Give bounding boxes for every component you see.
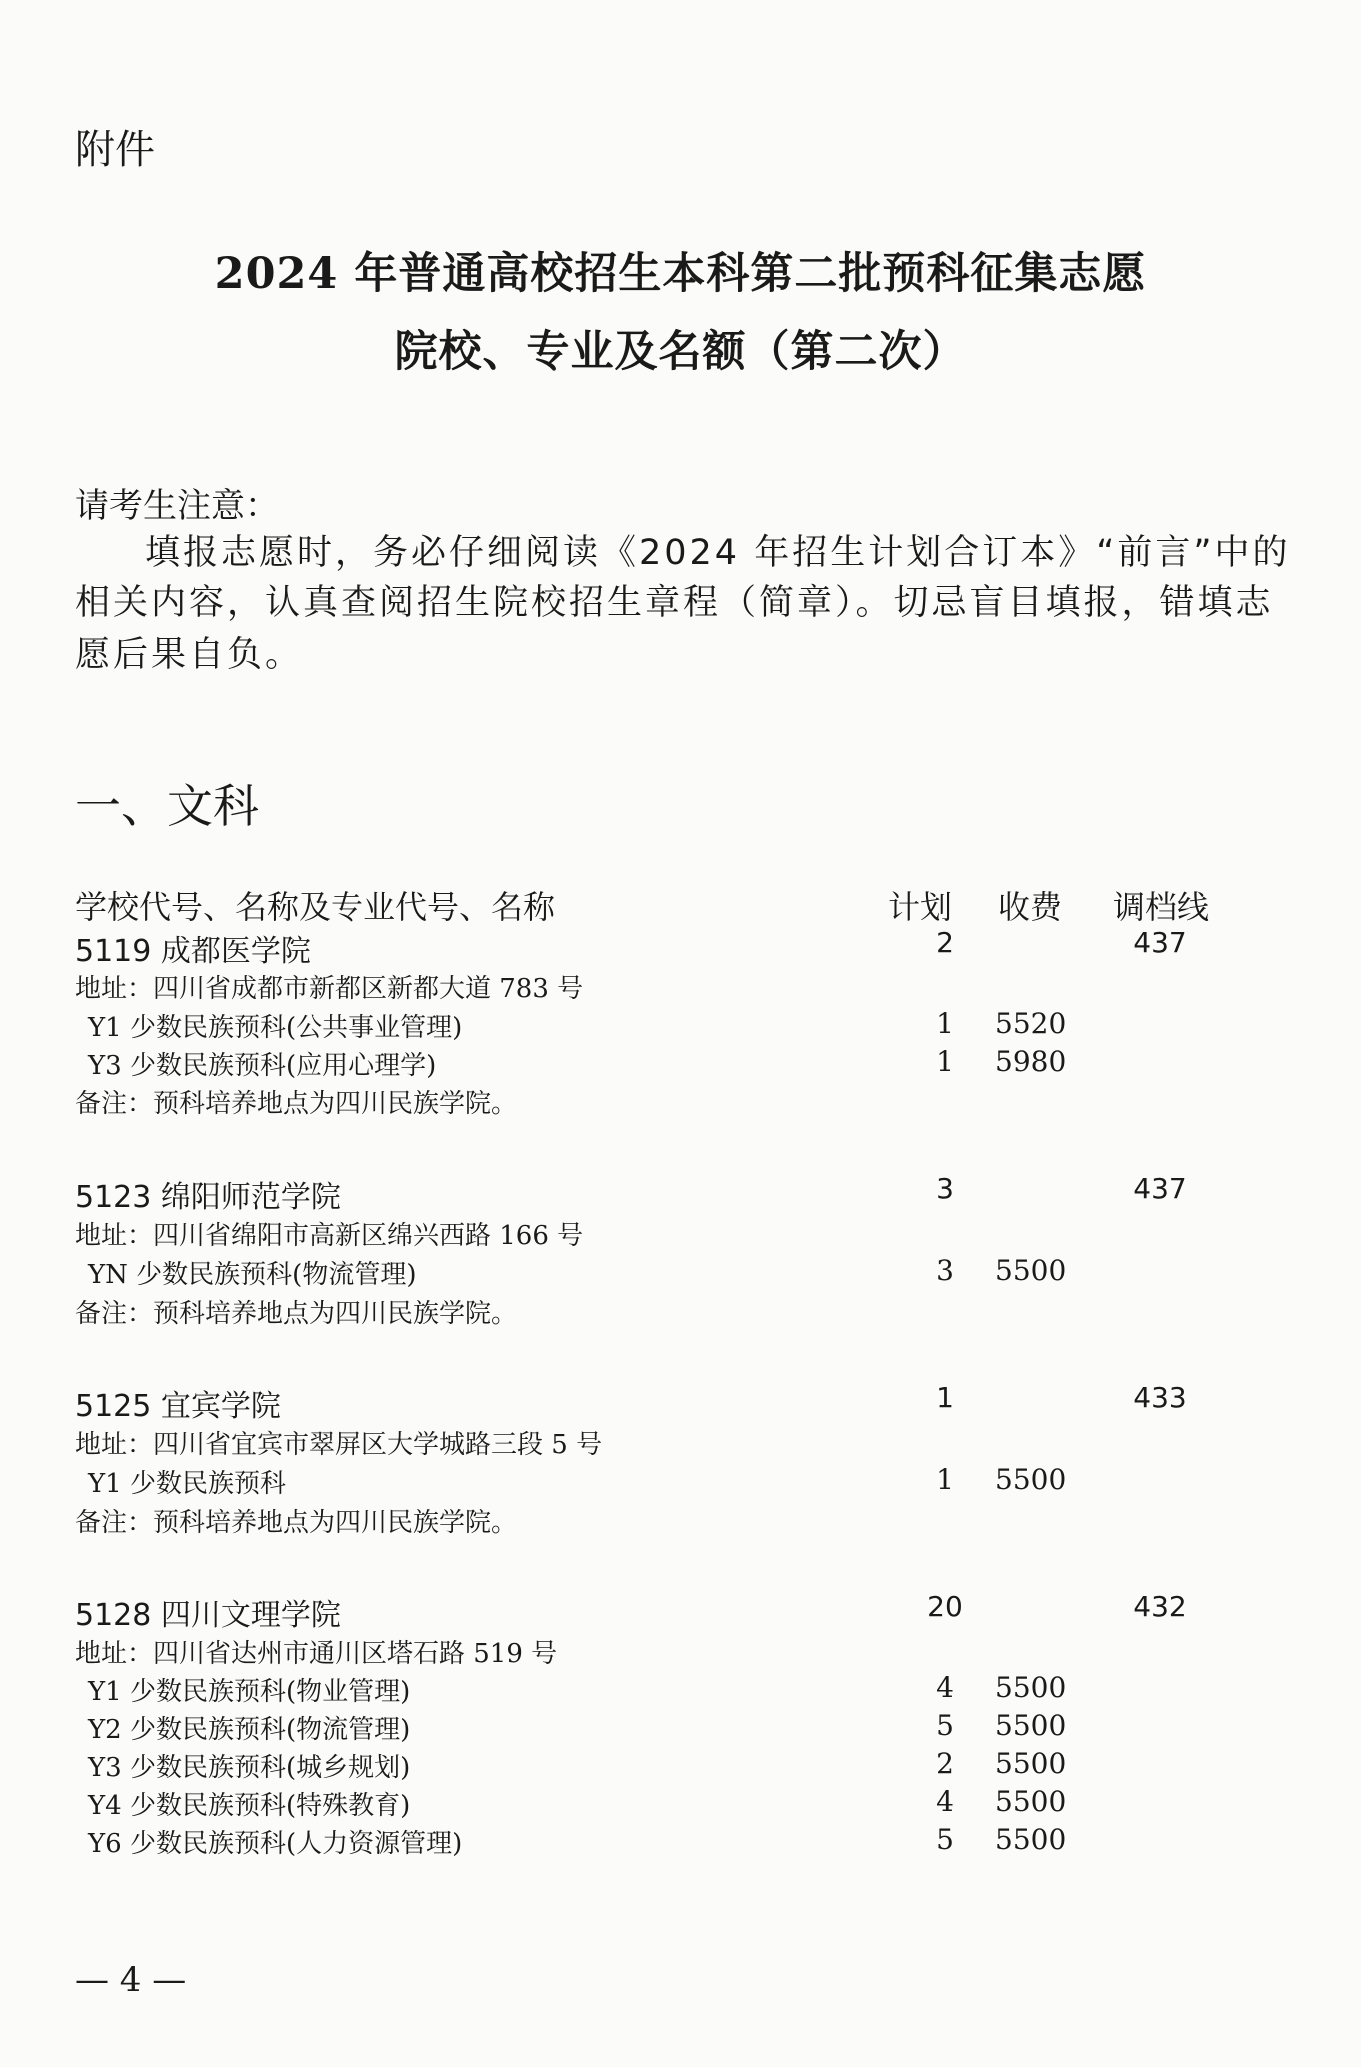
- school-name: 5125 宜宾学院: [75, 1389, 281, 1424]
- major-plan: 5: [936, 1709, 954, 1742]
- school-address: 地址：四川省宜宾市翠屏区大学城路三段 5 号: [75, 1430, 603, 1460]
- major-name: Y3 少数民族预科(城乡规划): [88, 1753, 411, 1783]
- school-plan: 2: [936, 926, 954, 959]
- major-fee: 5500: [995, 1785, 1067, 1818]
- notice-line: 愿后果自负。: [75, 635, 304, 675]
- major-name: YN 少数民族预科(物流管理): [88, 1260, 417, 1290]
- major-fee: 5500: [995, 1254, 1067, 1287]
- major-plan: 5: [936, 1823, 954, 1856]
- school-note: 备注：预科培养地点为四川民族学院。: [75, 1508, 518, 1538]
- school-plan: 3: [936, 1172, 954, 1205]
- document-title-line2: 院校、专业及名额（第二次）: [394, 327, 967, 377]
- school-line: 433: [1133, 1381, 1187, 1414]
- major-fee: 5500: [995, 1823, 1067, 1856]
- major-name: Y6 少数民族预科(人力资源管理): [88, 1829, 463, 1859]
- major-plan: 4: [936, 1671, 954, 1704]
- major-fee: 5520: [995, 1007, 1067, 1040]
- major-fee: 5500: [995, 1709, 1067, 1742]
- major-name: Y2 少数民族预科(物流管理): [88, 1715, 411, 1745]
- column-header-name: 学校代号、名称及专业代号、名称: [75, 888, 556, 926]
- school-plan: 20: [927, 1590, 963, 1623]
- page-number: — 4 —: [75, 1960, 187, 2000]
- major-plan: 4: [936, 1785, 954, 1818]
- column-header-fee: 收费: [998, 888, 1063, 926]
- document-title-line1: 2024 年普通高校招生本科第二批预科征集志愿: [214, 249, 1147, 299]
- major-fee: 5500: [995, 1463, 1067, 1496]
- notice-line: 相关内容，认真查阅招生院校招生章程（简章）。切忌盲目填报，错填志: [75, 583, 1274, 623]
- major-fee: 5500: [995, 1747, 1067, 1780]
- school-line: 432: [1133, 1590, 1187, 1623]
- school-name: 5123 绵阳师范学院: [75, 1180, 341, 1215]
- school-address: 地址：四川省成都市新都区新都大道 783 号: [75, 974, 584, 1004]
- school-name: 5128 四川文理学院: [75, 1598, 341, 1633]
- notice-heading: 请考生注意：: [75, 486, 279, 526]
- attachment-label: 附件: [75, 127, 155, 173]
- major-plan: 2: [936, 1747, 954, 1780]
- major-name: Y1 少数民族预科: [88, 1469, 286, 1499]
- school-note: 备注：预科培养地点为四川民族学院。: [75, 1089, 518, 1119]
- notice-line: 填报志愿时，务必仔细阅读《2024 年招生计划合订本》“前言”中的: [145, 533, 1291, 573]
- major-name: Y1 少数民族预科(物业管理): [88, 1677, 411, 1707]
- major-plan: 3: [936, 1254, 954, 1287]
- major-fee: 5500: [995, 1671, 1067, 1704]
- school-line: 437: [1133, 926, 1187, 959]
- school-line: 437: [1133, 1172, 1187, 1205]
- school-address: 地址：四川省绵阳市高新区绵兴西路 166 号: [75, 1221, 584, 1251]
- major-name: Y1 少数民族预科(公共事业管理): [88, 1013, 463, 1043]
- major-name: Y4 少数民族预科(特殊教育): [88, 1791, 411, 1821]
- school-plan: 1: [936, 1381, 954, 1414]
- school-address: 地址：四川省达州市通川区塔石路 519 号: [75, 1639, 558, 1669]
- major-name: Y3 少数民族预科(应用心理学): [88, 1051, 437, 1081]
- major-plan: 1: [936, 1463, 954, 1496]
- section-title: 一、文科: [75, 779, 259, 833]
- column-header-plan: 计划: [888, 888, 953, 926]
- major-plan: 1: [936, 1007, 954, 1040]
- column-header-line: 调档线: [1113, 888, 1210, 926]
- major-fee: 5980: [995, 1045, 1067, 1078]
- major-plan: 1: [936, 1045, 954, 1078]
- school-name: 5119 成都医学院: [75, 934, 311, 969]
- school-note: 备注：预科培养地点为四川民族学院。: [75, 1299, 518, 1329]
